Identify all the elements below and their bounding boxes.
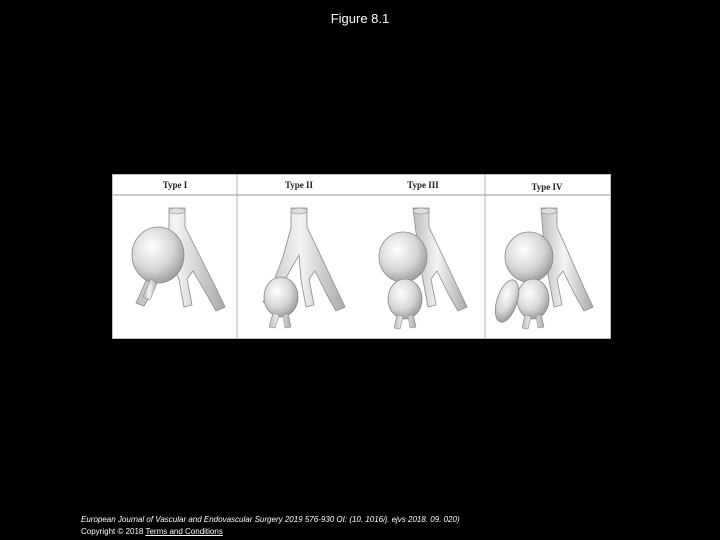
figure-illustration [113, 175, 610, 338]
panel-label-type-ii: Type II [284, 180, 314, 190]
type-ii-illustration [263, 208, 345, 328]
panel-label-type-iv: Type IV [531, 182, 563, 192]
type-i-illustration [132, 208, 225, 311]
citation-text: European Journal of Vascular and Endovascular Surgery 2019 576-930 OI: (10. 1016/j. ejvs 2018. 09. 020) [81, 515, 460, 524]
panel-label-type-iii: Type III [407, 180, 439, 190]
aneurysm-types-figure [112, 174, 611, 339]
terms-and-conditions-link[interactable]: Terms and Conditions [145, 527, 223, 536]
type-iv-illustration [491, 208, 593, 329]
copyright-text: Copyright © 2018 [81, 527, 144, 536]
copyright-line [81, 527, 223, 536]
slide-title: Figure 8.1 [330, 11, 390, 26]
type-iii-illustration [379, 208, 467, 329]
panel-label-type-i: Type I [162, 180, 188, 190]
